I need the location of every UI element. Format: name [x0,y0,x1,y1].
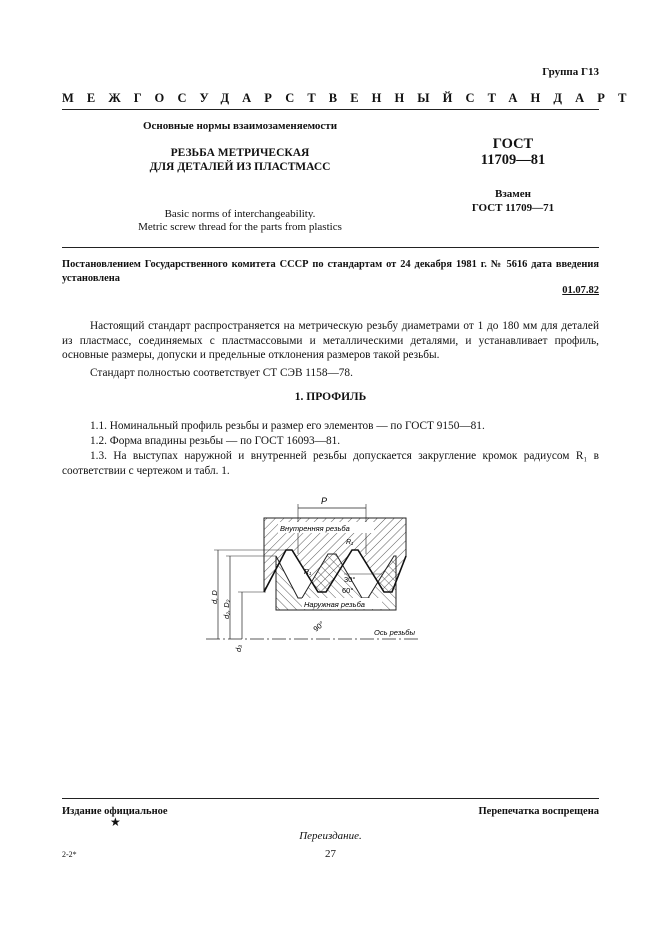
section-title: 1. ПРОФИЛЬ [294,391,367,403]
r1-label-bottom: R₁ [304,569,312,576]
reprint-notice: Перепечатка воспрещена [478,806,599,817]
gost-number: 11709—81 [480,152,546,168]
gost-label: ГОСТ [492,136,534,152]
basic-norms-en: Basic norms of interchangeability. [164,208,316,220]
official-edition: Издание официальное [62,806,168,817]
angle-30-label: 30° [344,575,356,584]
title-english [100,208,380,234]
title-line-2: ДЛЯ ДЕТАЛЕЙ ИЗ ПЛАСТМАСС [149,161,331,173]
dim-d3-label: d₃ [234,644,243,652]
replaced-number: ГОСТ 11709—71 [471,202,555,214]
angle-90-label: 90° [311,619,326,634]
gost-block [438,136,588,214]
effective-date: 01.07.82 [562,285,599,296]
thread-axis-label: Ось резьбы [374,628,416,637]
star-mark: ★ [110,815,121,829]
banner-standard: СТАНДАРТ [465,91,640,105]
item-1-2: 1.2. Форма впадины резьбы — по ГОСТ 16093—81. [90,435,341,447]
group-code: Группа Г13 [542,66,599,78]
pitch-label: P [321,496,328,506]
title-block [100,120,380,234]
external-thread-label: Наружная резьба [304,600,365,609]
dim-d-label: d, D [210,590,219,604]
middle-rule [62,247,599,248]
internal-thread-label: Внутренняя резьба [280,524,350,533]
conformity-paragraph: Стандарт полностью соответствует СТ СЭВ 1158—78. [90,367,353,379]
thread-profile-drawing [206,494,426,664]
top-rule [62,109,599,110]
item-1-3: 1.3. На выступах наружной и внутренней резьбы допускается закругление кромок радиусом R₁ в соответствии с чертежом и табл. 1. [62,450,599,477]
bottom-rule [62,798,599,799]
page-number: 27 [325,848,336,860]
basic-norms-ru: Основные нормы взаимозаменяемости [142,120,338,132]
standard-banner [62,91,640,106]
angle-60-label: 60° [342,586,354,595]
dim-d2-label: d₂, D₂ [222,599,231,619]
banner-interstate: МЕЖГОСУДАРСТВЕННЫЙ [62,91,466,105]
intro-paragraph: Настоящий стандарт распространяется на метрическую резьбу диаметрами от 1 до 180 мм для деталей из пластмасс, соединяемых с пластмассовыми и металлическими деталями, и устанавливает профиль, основные размеры, допуски и предельные отклонения размеров такой резьбы. [62,320,599,361]
title-line-1: РЕЗЬБА МЕТРИЧЕСКАЯ [170,147,310,159]
reissue-note: Переиздание. [299,830,362,842]
sheet-code: 2-2* [62,850,77,859]
decree-text: Постановлением Государственного комитета СССР по стандартам от 24 декабря 1981 г. № 5616 дата введения установлена [62,259,599,284]
replaced-label: Взамен [495,188,531,200]
item-1-1: 1.1. Номинальный профиль резьбы и размер его элементов — по ГОСТ 9150—81. [90,420,485,432]
r1-label-top: R₁ [346,539,354,546]
document-title [100,146,380,174]
title-en-line: Metric screw thread for the parts from plastics [138,221,342,233]
